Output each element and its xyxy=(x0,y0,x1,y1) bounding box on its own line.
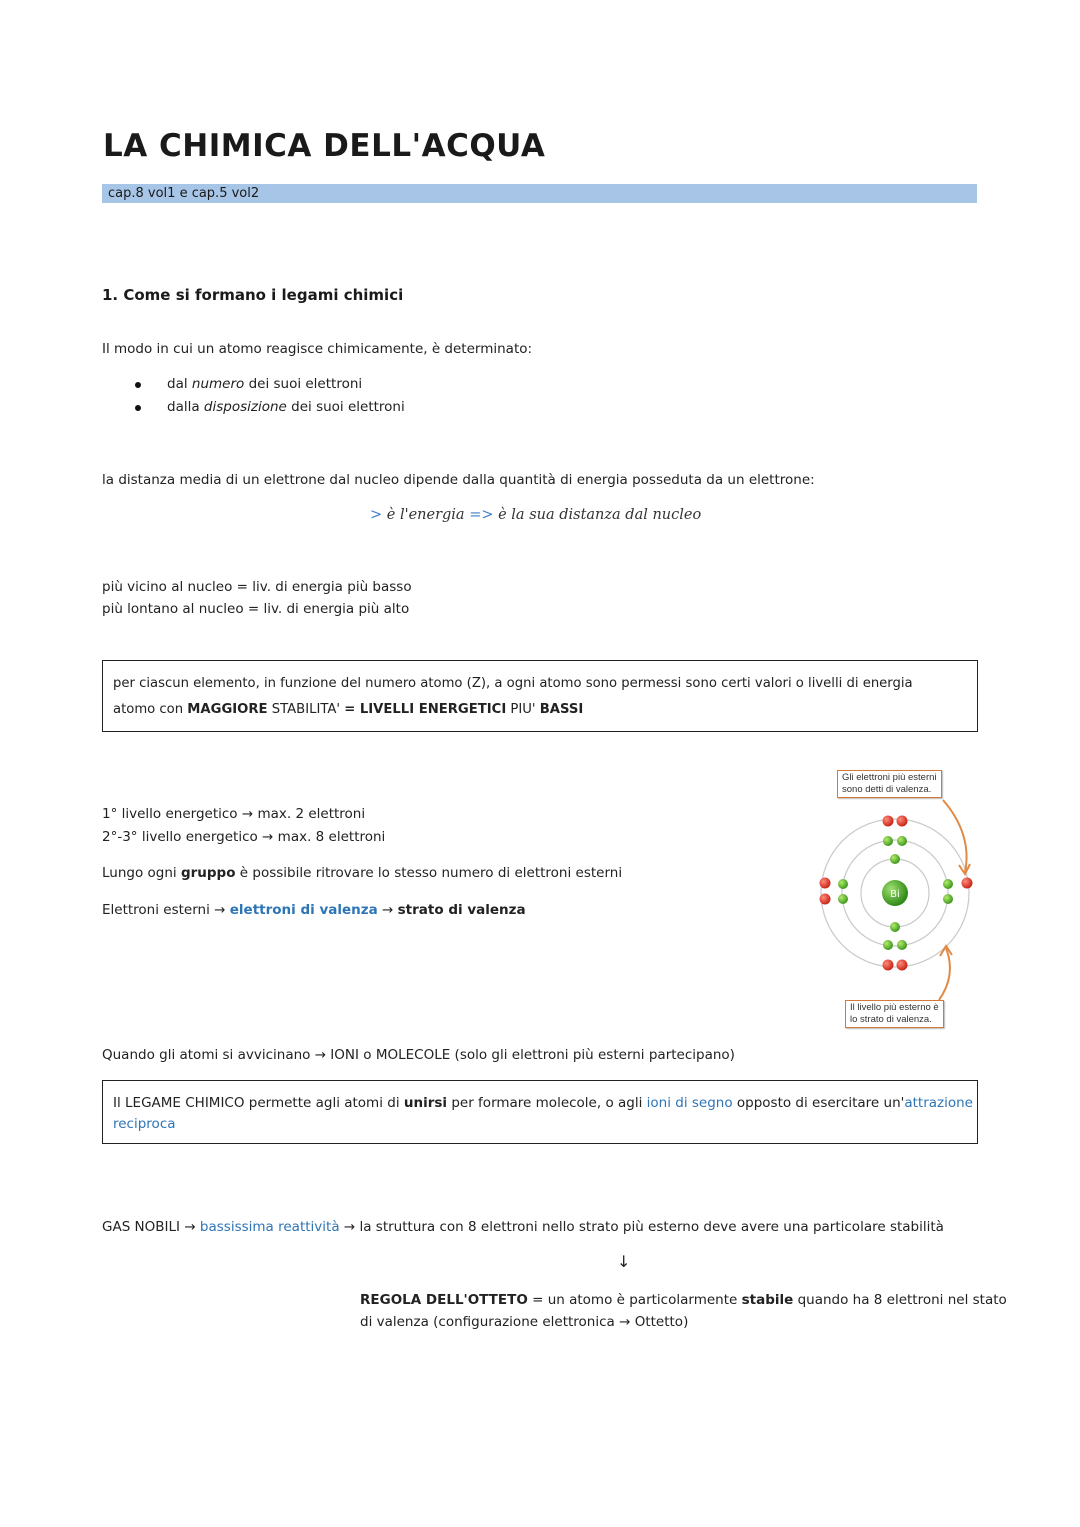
section-heading: 1. Come si formano i legami chimici xyxy=(102,286,404,304)
octet-rule-text-line2: di valenza (configurazione elettronica → Ottetto) xyxy=(360,1314,689,1330)
bullet-list xyxy=(133,376,405,422)
approach-text: Quando gli atomi si avvicinano → IONI o MOLECOLE (solo gli elettroni più esterni partecipano) xyxy=(102,1047,735,1063)
atom-diagram-graphic xyxy=(815,768,980,1033)
bullet-dot-icon xyxy=(135,405,141,411)
page-title: LA CHIMICA DELL'ACQUA xyxy=(103,128,546,164)
distance-text: la distanza media di un elettrone dal nucleo dipende dalla quantità di energia posseduta da un elettrone: xyxy=(102,472,815,488)
list-item: dal numero dei suoi elettroni xyxy=(133,376,405,399)
level1-text: 1° livello energetico → max. 2 elettroni xyxy=(102,806,366,822)
intro-text: Il modo in cui un atomo reagisce chimicamente, è determinato: xyxy=(102,341,533,357)
far-nucleus-text: più lontano al nucleo = liv. di energia più alto xyxy=(102,601,410,617)
list-item: dalla disposizione dei suoi elettroni xyxy=(133,399,405,422)
greater-than-symbol: > xyxy=(370,507,383,523)
box-line-1: Il LEGAME CHIMICO permette agli atomi di unirsi per formare molecole, o agli ioni di segno opposto di esercitare un'attrazione xyxy=(113,1095,973,1111)
valence-electrons-label: Gli elettroni più esterni sono detti di valenza. xyxy=(837,770,942,798)
box-line-2: reciproca xyxy=(113,1116,176,1132)
energy-levels-box xyxy=(102,660,978,732)
arrow-down-icon: ↓ xyxy=(617,1252,631,1271)
energy-formula: > è l'energia => è la sua distanza dal nucleo xyxy=(370,507,702,523)
valence-text: Elettroni esterni → elettroni di valenza → strato di valenza xyxy=(102,902,526,918)
atom-diagram xyxy=(815,768,980,1033)
group-text: Lungo ogni gruppo è possibile ritrovare lo stesso numero di elettroni esterni xyxy=(102,865,623,881)
chemical-bond-box xyxy=(102,1080,978,1144)
octet-rule-text: REGOLA DELL'OTTETO = un atomo è particolarmente stabile quando ha 8 elettroni nel stato xyxy=(360,1292,1007,1308)
nucleus-symbol: Bi xyxy=(890,889,900,900)
noble-gas-text: GAS NOBILI → bassissima reattività → la struttura con 8 elettroni nello strato più esterno deve avere una particolare stabilità xyxy=(102,1219,944,1235)
subtitle-banner xyxy=(102,184,977,203)
subtitle-text: cap.8 vol1 e cap.5 vol2 xyxy=(108,186,260,201)
level2-text: 2°-3° livello energetico → max. 8 elettroni xyxy=(102,829,386,845)
greater-than-symbol: > xyxy=(481,507,494,523)
box-line-2: atomo con MAGGIORE STABILITA' = LIVELLI ENERGETICI PIU' BASSI xyxy=(113,702,584,717)
near-nucleus-text: più vicino al nucleo = liv. di energia più basso xyxy=(102,579,412,595)
box-line-1: per ciascun elemento, in funzione del numero atomo (Z), a ogni atomo sono permessi sono certi valori o livelli di energia xyxy=(113,676,913,691)
bullet-dot-icon xyxy=(135,382,141,388)
valence-shell-label: Il livello più esterno è lo strato di valenza. xyxy=(845,1000,944,1028)
